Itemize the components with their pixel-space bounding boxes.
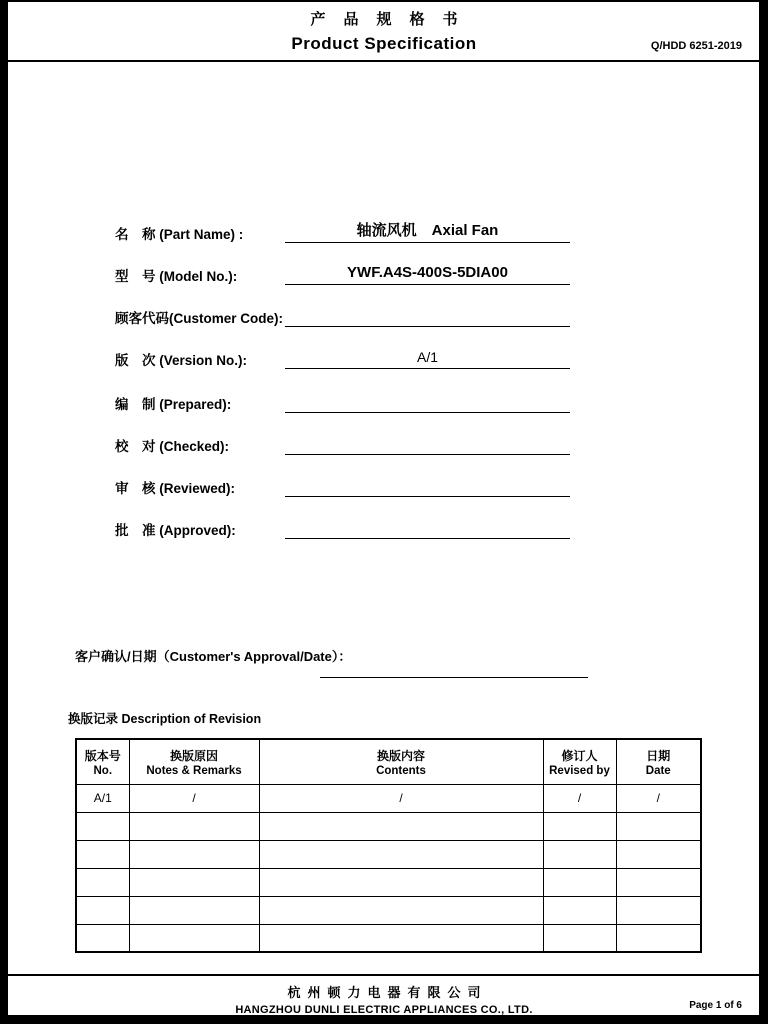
col-revised-zh: 修订人 <box>561 748 598 763</box>
reviewed-value <box>285 475 570 497</box>
form-row-customer-code <box>115 300 585 327</box>
form-row-reviewed <box>115 470 585 497</box>
part-name-label: 名 称 (Part Name) : <box>115 227 244 242</box>
col-notes-zh: 换版原因 <box>169 748 218 763</box>
revision-section-title: 换版记录 Description of Revision <box>68 712 262 726</box>
revision-col-header-date <box>616 739 701 784</box>
col-date-en: Date <box>645 764 671 777</box>
customer-code-label: 顾客代码(Customer Code): <box>115 311 283 326</box>
revision-table <box>75 738 702 953</box>
company-name-chinese: 杭州顿力电器有限公司 <box>287 985 488 1000</box>
revision-cell: / <box>543 784 616 812</box>
revision-cell <box>616 924 701 952</box>
checked-label: 校 对 (Checked): <box>115 439 230 454</box>
customer-code-value <box>285 305 570 327</box>
reviewed-label: 审 核 (Reviewed): <box>115 481 236 496</box>
revision-cell <box>616 840 701 868</box>
col-contents-zh: 换版内容 <box>376 748 425 763</box>
col-date-zh: 日期 <box>646 748 671 763</box>
revision-row <box>76 868 701 896</box>
revision-cell <box>259 868 543 896</box>
revision-cell <box>129 868 259 896</box>
customer-approval-label: 客户确认/日期（Customer's Approval/Date）： <box>75 649 352 664</box>
revision-cell <box>543 896 616 924</box>
version-no-label: 版 次 (Version No.): <box>115 353 248 368</box>
form-row-model-no <box>115 258 585 285</box>
form-row-part-name <box>115 216 585 243</box>
approved-value <box>285 517 570 539</box>
header-rule <box>8 60 759 62</box>
revision-cell <box>76 924 129 952</box>
prepared-value <box>285 391 570 413</box>
model-no-label: 型 号 (Model No.): <box>115 269 238 284</box>
revision-cell <box>76 868 129 896</box>
revision-cell <box>129 840 259 868</box>
approved-label: 批 准 (Approved): <box>115 523 236 538</box>
scan-edge-bottom <box>0 1015 768 1024</box>
doc-standard-number: Q/HDD 6251-2019 <box>650 40 742 52</box>
revision-cell: / <box>616 784 701 812</box>
title-english: Product Specification <box>291 34 477 53</box>
revision-cell <box>543 924 616 952</box>
col-notes-en: Notes & Remarks <box>146 764 242 777</box>
model-no-value: YWF.A4S-400S-5DIA00 <box>285 263 570 285</box>
title-chinese: 产品规格书 <box>310 11 476 28</box>
revision-cell <box>259 840 543 868</box>
page-number: Page 1 of 6 <box>689 1000 742 1011</box>
col-no-zh: 版本号 <box>84 748 121 763</box>
revision-cell <box>76 840 129 868</box>
document-footer <box>0 982 768 1016</box>
col-contents-en: Contents <box>376 764 426 777</box>
scan-edge-left <box>0 0 8 1024</box>
revision-cell <box>76 896 129 924</box>
revision-cell <box>616 896 701 924</box>
col-revised-en: Revised by <box>549 764 610 777</box>
revision-row <box>76 896 701 924</box>
revision-col-header-no <box>76 739 129 784</box>
revision-cell <box>259 896 543 924</box>
revision-cell: A/1 <box>76 784 129 812</box>
revision-row <box>76 812 701 840</box>
revision-row <box>76 840 701 868</box>
col-no-en: No. <box>93 764 113 777</box>
form-row-approved <box>115 512 585 539</box>
revision-cell <box>259 812 543 840</box>
form-row-checked <box>115 428 585 455</box>
revision-cell: / <box>129 784 259 812</box>
revision-cell: / <box>259 784 543 812</box>
checked-value <box>285 433 570 455</box>
customer-approval-line <box>320 664 588 678</box>
scan-edge-right <box>759 0 768 1024</box>
form-row-version-no <box>115 342 585 369</box>
revision-cell <box>616 868 701 896</box>
form-row-prepared <box>115 386 585 413</box>
revision-cell <box>129 812 259 840</box>
prepared-label: 编 制 (Prepared): <box>115 397 232 412</box>
revision-header-row <box>76 739 701 784</box>
revision-cell <box>616 812 701 840</box>
version-no-value: A/1 <box>285 347 570 369</box>
revision-cell <box>543 812 616 840</box>
part-name-value: 轴流风机 Axial Fan <box>285 221 570 243</box>
company-name-english: HANGZHOU DUNLI ELECTRIC APPLIANCES CO., LTD. <box>235 1004 533 1016</box>
revision-col-header-contents <box>259 739 543 784</box>
scan-edge-top <box>0 0 768 2</box>
revision-cell <box>543 840 616 868</box>
revision-cell <box>259 924 543 952</box>
revision-cell <box>129 924 259 952</box>
revision-cell <box>129 896 259 924</box>
revision-cell <box>543 868 616 896</box>
revision-col-header-revised-by <box>543 739 616 784</box>
revision-row <box>76 924 701 952</box>
revision-col-header-notes <box>129 739 259 784</box>
spec-form <box>115 216 585 554</box>
revision-row <box>76 784 701 812</box>
revision-cell <box>76 812 129 840</box>
footer-rule <box>8 974 759 976</box>
